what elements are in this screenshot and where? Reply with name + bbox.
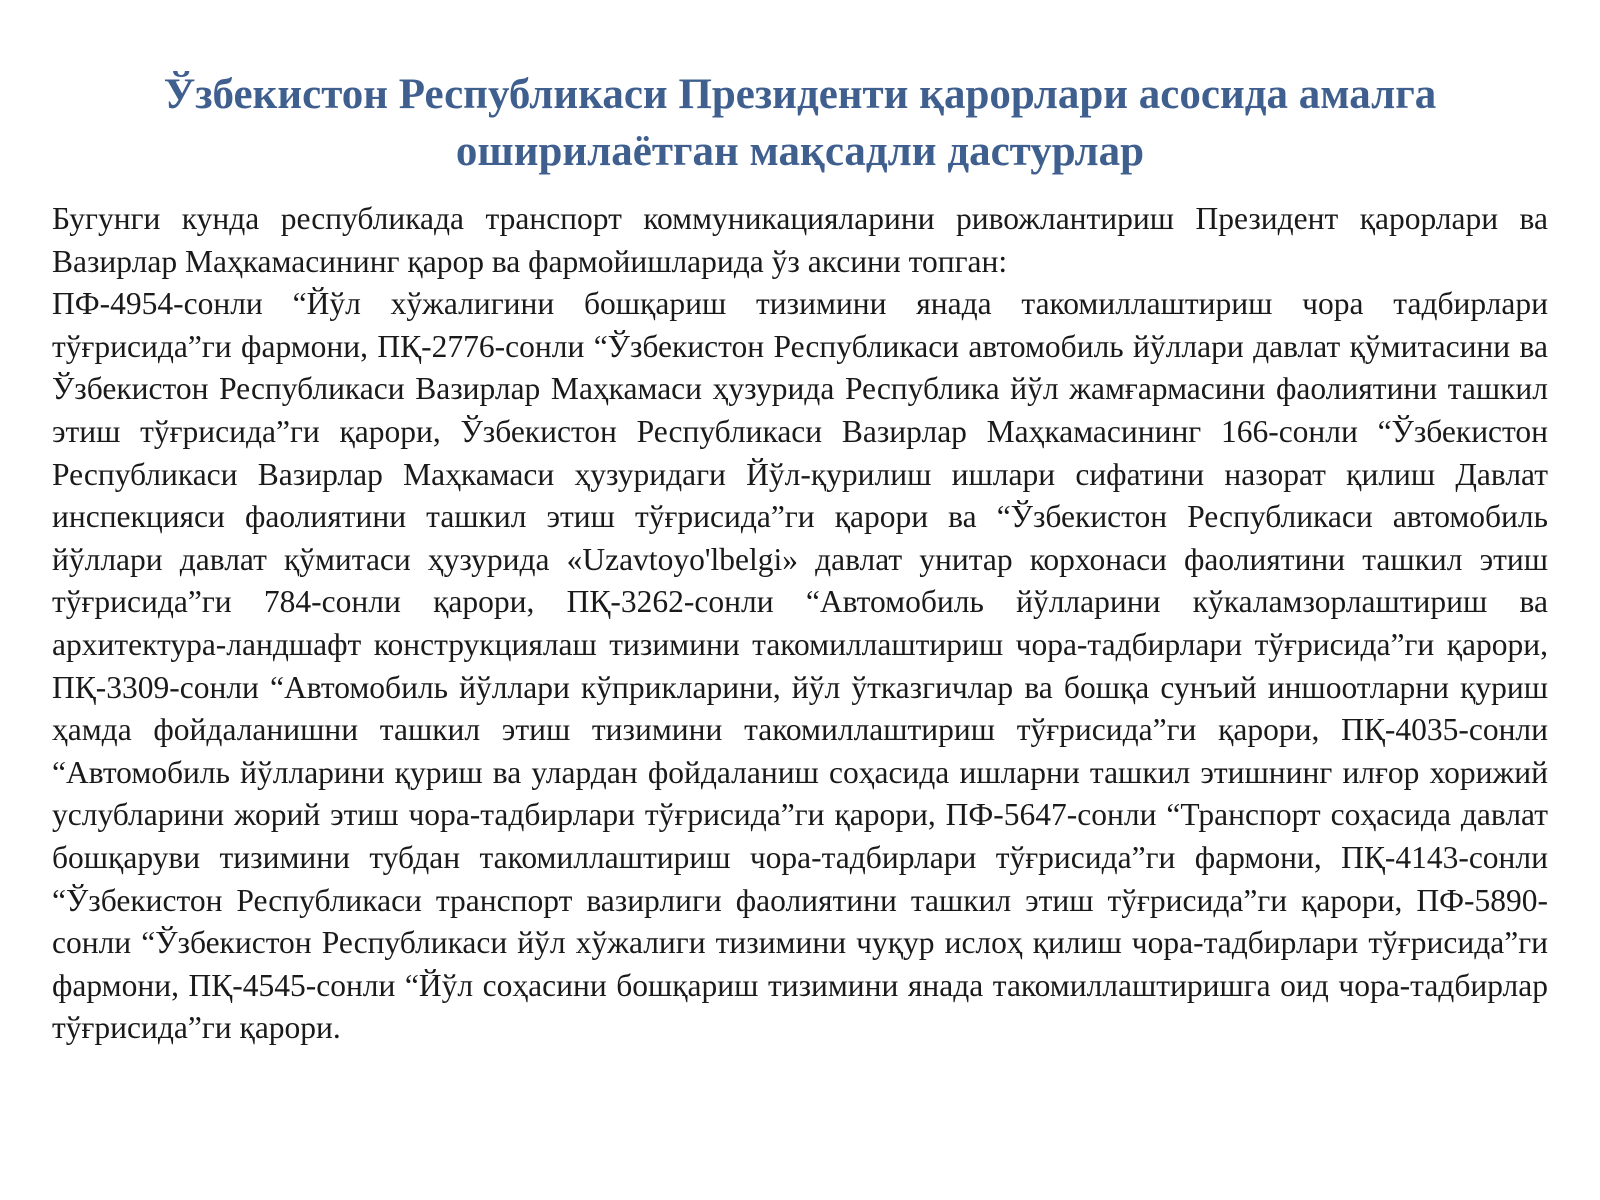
decrees-paragraph: ПФ-4954-сонли “Йўл хўжалигини бошқариш тизимини янада такомиллаштириш чора тадбирлари тўғрисида”ги фармони, ПҚ-2776-сонли “Ўзбекистон Республикаси автомобиль йўллари давлат қўмитасини ва Ўзбекистон Республикаси Вазирлар Маҳкамаси ҳузурида Республика йўл жамғармасини фаолиятини ташкил этиш тўғрисида”ги қарори, Ўзбекистон Республикаси Вазирлар Маҳкамасининг 166-сонли “Ўзбекистон Республикаси Вазирлар Маҳкамаси ҳузуридаги Йўл-қурилиш ишлари сифатини назорат қилиш Давлат инспекцияси фаолиятини ташкил этиш тўғрисида”ги қарори ва “Ўзбекистон Республикаси автомобиль йўллари давлат қўмитаси ҳузурида «Uzavtoyo'lbelgi» давлат унитар корхонаси фаолиятини ташкил этиш тўғрисида”ги 784-сонли қарори, ПҚ-3262-сонли “Автомобиль йўлларини кўкаламзорлаштириш ва архитектура-ландшафт конструкциялаш тизимини такомиллаштириш чора-тадбирлари тўғрисида”ги қарори, ПҚ-3309-сонли “Автомобиль йўллари кўприкларини, йўл ўтказгичлар ва бошқа сунъий иншоотларни қуриш ҳамда фойдаланишни ташкил этиш тизимини такомиллаштириш тўғрисида”ги қарори, ПҚ-4035-сонли “Автомобиль йўлларини қуриш ва улардан фойдаланиш соҳасида ишларни ташкил этишнинг илғор хорижий услубларини жорий этиш чора-тадбирлари тўғрисида”ги қарори, ПФ-5647-сонли “Транспорт соҳасида давлат бошқаруви тизимини тубдан такомиллаштириш чора-тадбирлари тўғрисида”ги фармони, ПҚ-4143-сонли “Ўзбекистон Республикаси транспорт вазирлиги фаолиятини ташкил этиш тўғрисида”ги қарори, ПФ-5890-сонли “Ўзбекистон Республикаси йўл хўжалиги тизимини чуқур ислоҳ қилиш чора-тадбирлари тўғрисида”ги фармони, ПҚ-4545-сонли “Йўл соҳасини бошқариш тизимини янада такомиллаштиришга оид чора-тадбирлар тўғрисида”ги қарори. — [52, 286, 1548, 1046]
slide-title: Ўзбекистон Республикаси Президенти қарорлари асосида амалга оширилаётган мақсадли дастурлар — [163, 71, 1437, 175]
slide-body — [52, 198, 1548, 1050]
intro-paragraph: Бугунги кунда республикада транспорт коммуникацияларини ривожлантириш Президент қарорлари ва Вазирлар Маҳкамасининг қарор ва фармойишларида ўз аксини топган: — [52, 201, 1548, 279]
